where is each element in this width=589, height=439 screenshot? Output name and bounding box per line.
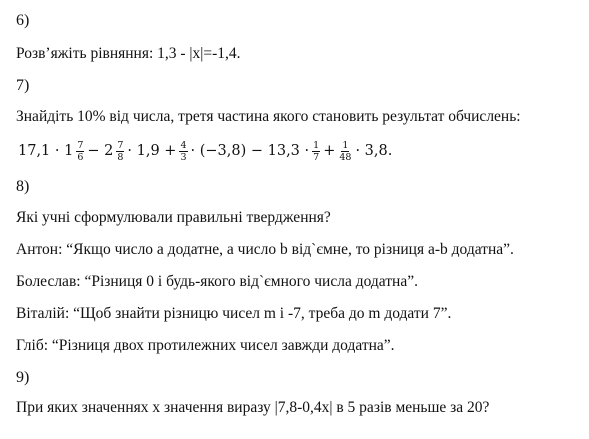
expr-term-2: − 2 (87, 143, 114, 159)
task-9-text: При яких значеннях x значення виразу |7,8-0,4x| в 5 разів меньше за 20? (16, 399, 490, 416)
task-7-expression (16, 136, 394, 166)
expr-fraction-1 (76, 140, 84, 163)
task-6-number: 6) (16, 12, 30, 29)
task-7-text: Знайдіть 10% від числа, третя частина якого становить результат обчислень: (16, 108, 521, 125)
expr-term-1: 17,1 · 1 (18, 143, 74, 159)
expr-fraction-4 (312, 140, 320, 163)
fraction-numerator: 1 (313, 139, 320, 151)
fraction-numerator: 4 (180, 139, 187, 151)
expr-term-3: · 1,9 + (127, 143, 177, 159)
task-8-text: Які учні сформулювали правильні твердження? (16, 209, 331, 226)
fraction-numerator: 1 (342, 139, 349, 151)
expr-term-4: · (−3,8) − 13,3 · (190, 143, 310, 159)
task-8-number: 8) (16, 178, 30, 195)
expr-term-6: · 3,8. (355, 143, 393, 159)
statement-hlib: Гліб: “Різниця двох протилежних чисел завжди додатна”. (16, 337, 395, 354)
fraction-denominator: 3 (180, 151, 187, 163)
expr-fraction-3 (179, 140, 187, 163)
task-7-number: 7) (16, 77, 30, 94)
expr-fraction-5 (338, 140, 352, 163)
task-9-number: 9) (16, 369, 30, 386)
statement-vitalii: Віталій: “Щоб знайти різницю чисел m і -7, треба до m додати 7”. (16, 305, 452, 322)
task-6-text: Розв’яжіть рівняння: 1,3 - |x|=-1,4. (16, 45, 241, 62)
fraction-denominator: 48 (339, 151, 352, 163)
fraction-numerator: 7 (117, 139, 124, 151)
fraction-denominator: 6 (77, 151, 84, 163)
statement-anton: Антон: “Якщо число а додатне, а число b від`ємне, то різниця a-b додатна”. (16, 241, 514, 258)
expr-term-5: + (323, 143, 336, 159)
statement-boleslav: Болеслав: “Різниця 0 і будь-якого від`ємного числа додатна”. (16, 273, 418, 290)
expr-fraction-2 (116, 140, 124, 163)
fraction-denominator: 8 (117, 151, 124, 163)
fraction-numerator: 7 (77, 139, 84, 151)
fraction-denominator: 7 (313, 151, 320, 163)
